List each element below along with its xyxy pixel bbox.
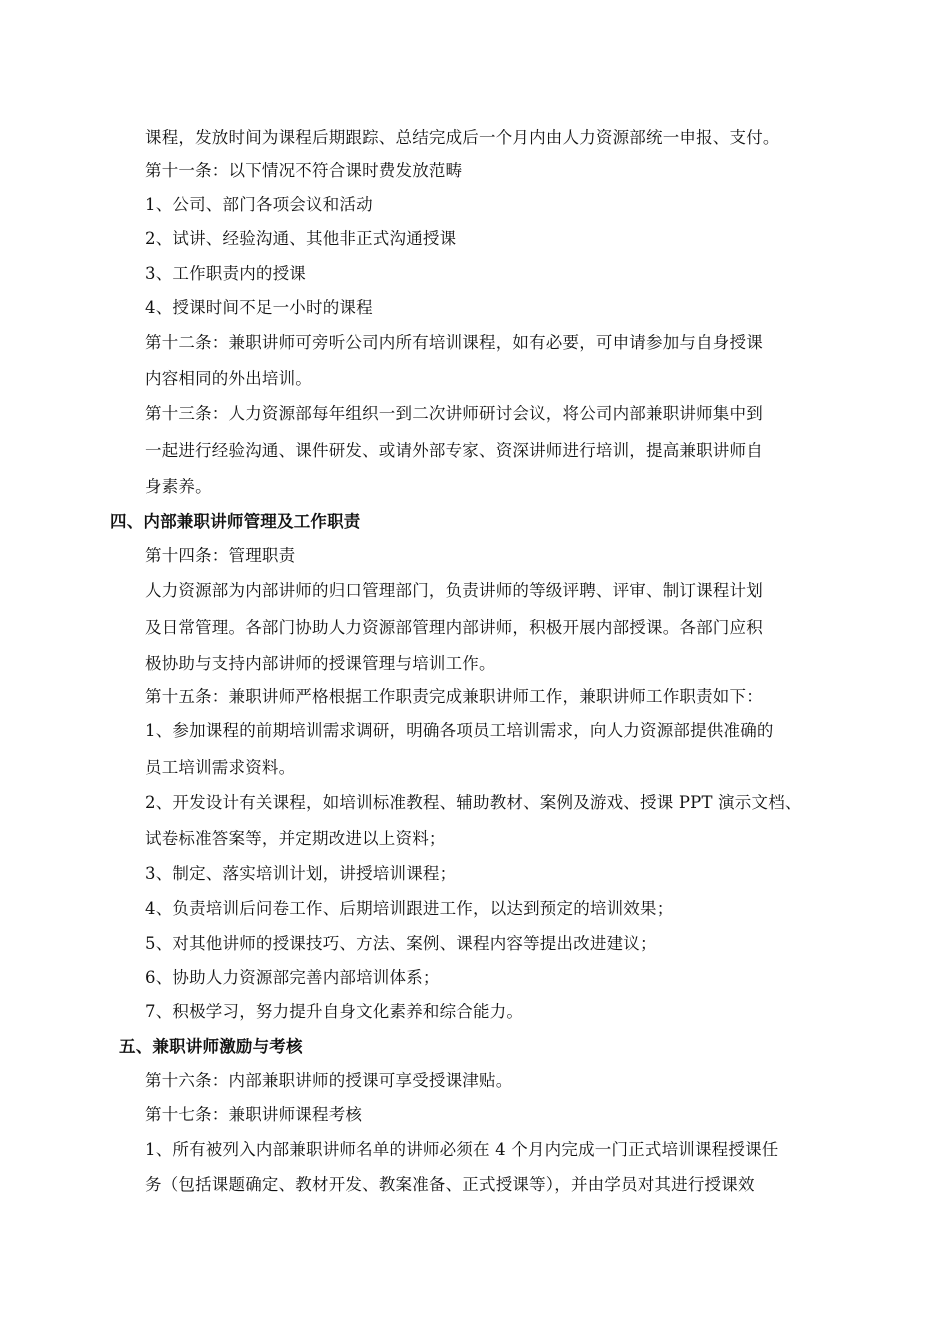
list-item: 6、协助人力资源部完善内部培训体系；: [145, 968, 440, 987]
article-11-title: 第十一条：以下情况不符合课时费发放范畴: [145, 161, 463, 180]
article-17-title: 第十七条：兼职讲师课程考核: [145, 1105, 363, 1124]
list-item: 1、所有被列入内部兼职讲师名单的讲师必须在 4 个月内完成一门正式培训课程授课任: [145, 1140, 779, 1159]
article-13-line: 一起进行经验沟通、课件研发、或请外部专家、资深讲师进行培训，提高兼职讲师自: [145, 441, 763, 460]
article-13-line: 身素养。: [145, 477, 212, 496]
article-12-line: 第十二条：兼职讲师可旁听公司内所有培训课程，如有必要，可申请参加与自身授课: [145, 333, 763, 352]
section-heading-4: 四、内部兼职讲师管理及工作职责: [110, 512, 361, 531]
article-13-line: 第十三条：人力资源部每年组织一到二次讲师研讨会议，将公司内部兼职讲师集中到: [145, 404, 763, 423]
list-item: 2、开发设计有关课程，如培训标准教程、辅助教材、案例及游戏、授课 PPT 演示文档、: [145, 793, 802, 812]
article-14-line: 人力资源部为内部讲师的归口管理部门，负责讲师的等级评聘、评审、制订课程计划: [145, 581, 763, 600]
list-item: 4、授课时间不足一小时的课程: [145, 298, 373, 317]
article-16-line: 第十六条：内部兼职讲师的授课可享受授课津贴。: [145, 1071, 513, 1090]
list-item: 1、公司、部门各项会议和活动: [145, 195, 373, 214]
list-item: 1、参加课程的前期培训需求调研，明确各项员工培训需求，向人力资源部提供准确的: [145, 721, 774, 740]
list-item: 5、对其他讲师的授课技巧、方法、案例、课程内容等提出改进建议；: [145, 934, 657, 953]
article-14-title: 第十四条：管理职责: [145, 546, 296, 565]
list-item: 2、试讲、经验沟通、其他非正式沟通授课: [145, 229, 457, 248]
list-item: 4、负责培训后问卷工作、后期培训跟进工作，以达到预定的培训效果；: [145, 899, 674, 918]
list-item: 7、积极学习，努力提升自身文化素养和综合能力。: [145, 1002, 524, 1021]
article-14-line: 及日常管理。各部门协助人力资源部管理内部讲师，积极开展内部授课。各部门应积: [145, 618, 763, 637]
article-12-line: 内容相同的外出培训。: [145, 369, 312, 388]
section-heading-5: 五、兼职讲师激励与考核: [119, 1037, 303, 1056]
list-item: 3、工作职责内的授课: [145, 264, 306, 283]
list-item: 务（包括课题确定、教材开发、教案准备、正式授课等），并由学员对其进行授课效: [145, 1175, 755, 1194]
paragraph-line: 课程，发放时间为课程后期跟踪、总结完成后一个月内由人力资源部统一申报、支付。: [145, 128, 780, 147]
article-15-title: 第十五条：兼职讲师严格根据工作职责完成兼职讲师工作，兼职讲师工作职责如下：: [145, 687, 763, 706]
list-item: 3、制定、落实培训计划，讲授培训课程；: [145, 864, 457, 883]
list-item: 试卷标准答案等，并定期改进以上资料；: [145, 829, 446, 848]
list-item: 员工培训需求资料。: [145, 758, 296, 777]
article-14-line: 极协助与支持内部讲师的授课管理与培训工作。: [145, 654, 496, 673]
